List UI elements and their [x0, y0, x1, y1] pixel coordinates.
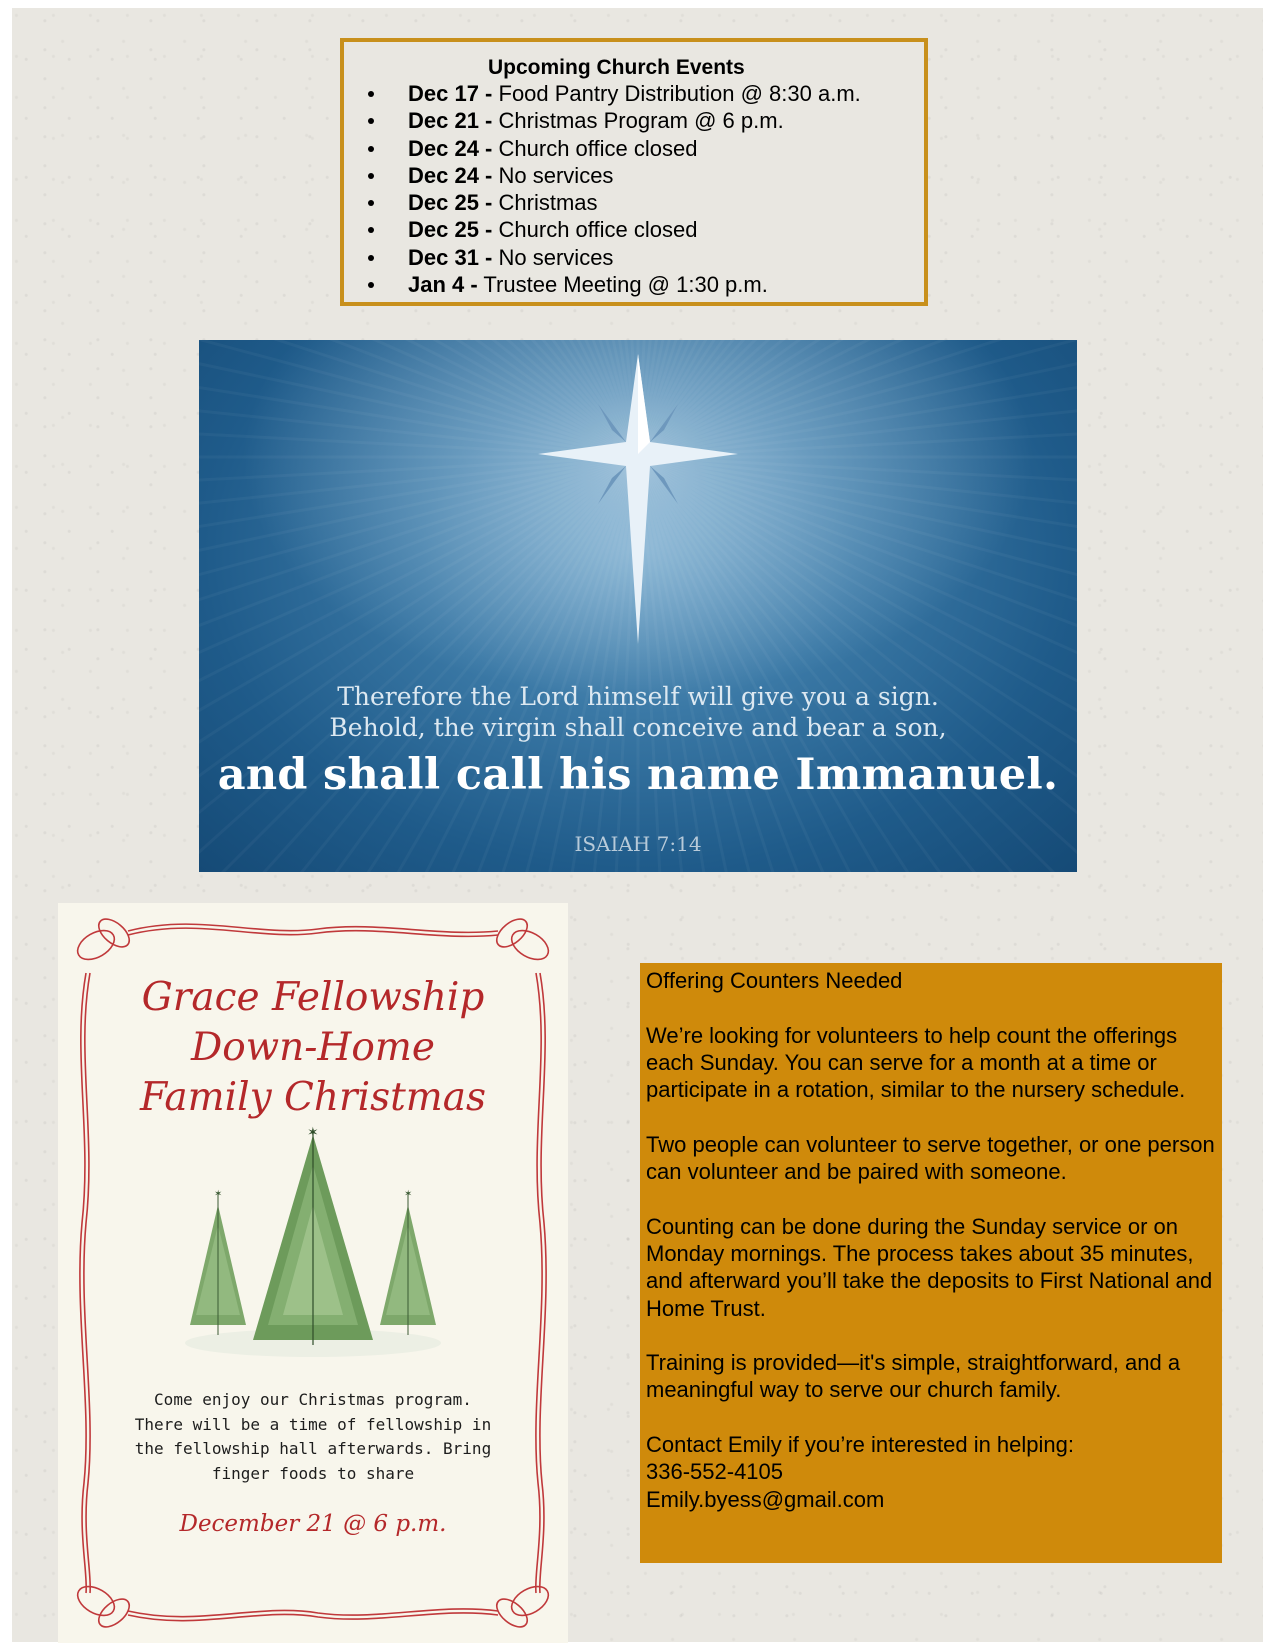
event-date: Dec 25 - — [408, 190, 493, 216]
verse-reference: ISAIAH 7:14 — [574, 832, 702, 856]
offering-box — [640, 963, 1222, 1563]
event-date: Dec 31 - — [408, 244, 493, 270]
event-text: Church office closed — [492, 217, 698, 243]
contact-intro: Contact Emily if you’re interested in helping: — [646, 1432, 1074, 1458]
offering-heading: Offering Counters Needed — [646, 968, 903, 993]
event-date: Dec 25 - — [408, 217, 493, 243]
offering-paragraph: Two people can volunteer to serve together, or one person can volunteer and be paired with someone. — [646, 1131, 1215, 1185]
event-date: Dec 17 - — [408, 81, 493, 106]
offering-paragraph: Counting can be done during the Sunday service or on Monday mornings. The process takes about 35 minutes, and afterward you’ll take the deposits to First National and Home Trust. — [646, 1213, 1213, 1321]
bullet-icon — [368, 255, 374, 261]
events-list — [344, 80, 924, 298]
flyer-title-line: Grace Fellowship — [141, 975, 485, 1020]
star-icon — [538, 354, 738, 644]
bullet-icon — [368, 227, 374, 233]
event-date: Dec 21 - — [408, 108, 493, 134]
event-item — [368, 107, 924, 134]
event-text: Christmas Program @ 6 p.m. — [492, 108, 784, 134]
event-date: Dec 24 - — [408, 135, 493, 161]
flyer-title-line: Down-Home — [191, 1025, 435, 1070]
bullet-icon — [368, 118, 374, 124]
event-date: Dec 24 - — [408, 162, 493, 188]
event-item — [368, 162, 924, 189]
event-item — [368, 189, 924, 216]
event-date: Jan 4 - — [408, 272, 478, 298]
event-item — [368, 271, 924, 298]
christmas-flyer — [58, 903, 568, 1643]
event-item — [368, 80, 924, 107]
flyer-title — [58, 973, 568, 1123]
offering-paragraph: Training is provided—it's simple, straightforward, and a meaningful way to serve our church family. — [646, 1350, 1181, 1403]
event-text: Christmas — [492, 190, 598, 216]
svg-text:✶: ✶ — [307, 1125, 319, 1141]
events-title: Upcoming Church Events — [488, 56, 745, 79]
bullet-icon — [368, 282, 374, 288]
event-text: Church office closed — [492, 135, 698, 161]
offering-contact — [646, 1431, 1216, 1513]
bullet-icon — [368, 173, 374, 179]
contact-email[interactable]: Emily.byess@gmail.com — [646, 1486, 885, 1512]
verse-line-2: Behold, the virgin shall conceive and bear a son, — [329, 713, 947, 742]
contact-phone: 336-552-4105 — [646, 1459, 784, 1485]
bullet-icon — [368, 200, 374, 206]
flyer-message-line: the fellowship hall afterwards. Bring — [134, 1439, 492, 1458]
event-item — [368, 244, 924, 271]
verse-banner — [199, 340, 1077, 872]
flyer-message-line: Come enjoy our Christmas program. — [154, 1390, 472, 1409]
flyer-message-line: There will be a time of fellowship in — [134, 1414, 492, 1434]
verse-line-3: and shall call his name Immanuel. — [217, 750, 1059, 800]
offering-paragraph: We’re looking for volunteers to help count the offerings each Sunday. You can serve for a month at a time or participate in a rotation, similar to the nursery schedule. — [646, 1022, 1186, 1103]
flyer-title-line: Family Christmas — [139, 1075, 487, 1120]
bullet-icon — [368, 91, 374, 97]
bullet-icon — [368, 146, 374, 152]
flyer-message — [98, 1388, 528, 1486]
events-box — [340, 38, 928, 306]
event-text: No services — [492, 244, 614, 270]
svg-text:✶: ✶ — [404, 1189, 413, 1200]
event-item — [368, 135, 924, 162]
flyer-message-line: finger foods to share — [211, 1463, 415, 1483]
event-text: Trustee Meeting @ 1:30 p.m. — [477, 272, 768, 298]
verse-line-1: Therefore the Lord himself will give you a sign. — [337, 682, 939, 711]
christmas-trees-icon — [178, 1125, 448, 1365]
svg-text:✶: ✶ — [214, 1189, 223, 1200]
event-text: No services — [492, 162, 614, 188]
event-text: Food Pantry Distribution @ 8:30 a.m. — [492, 81, 861, 106]
flyer-date: December 21 @ 6 p.m. — [179, 1511, 447, 1537]
event-item — [368, 216, 924, 243]
